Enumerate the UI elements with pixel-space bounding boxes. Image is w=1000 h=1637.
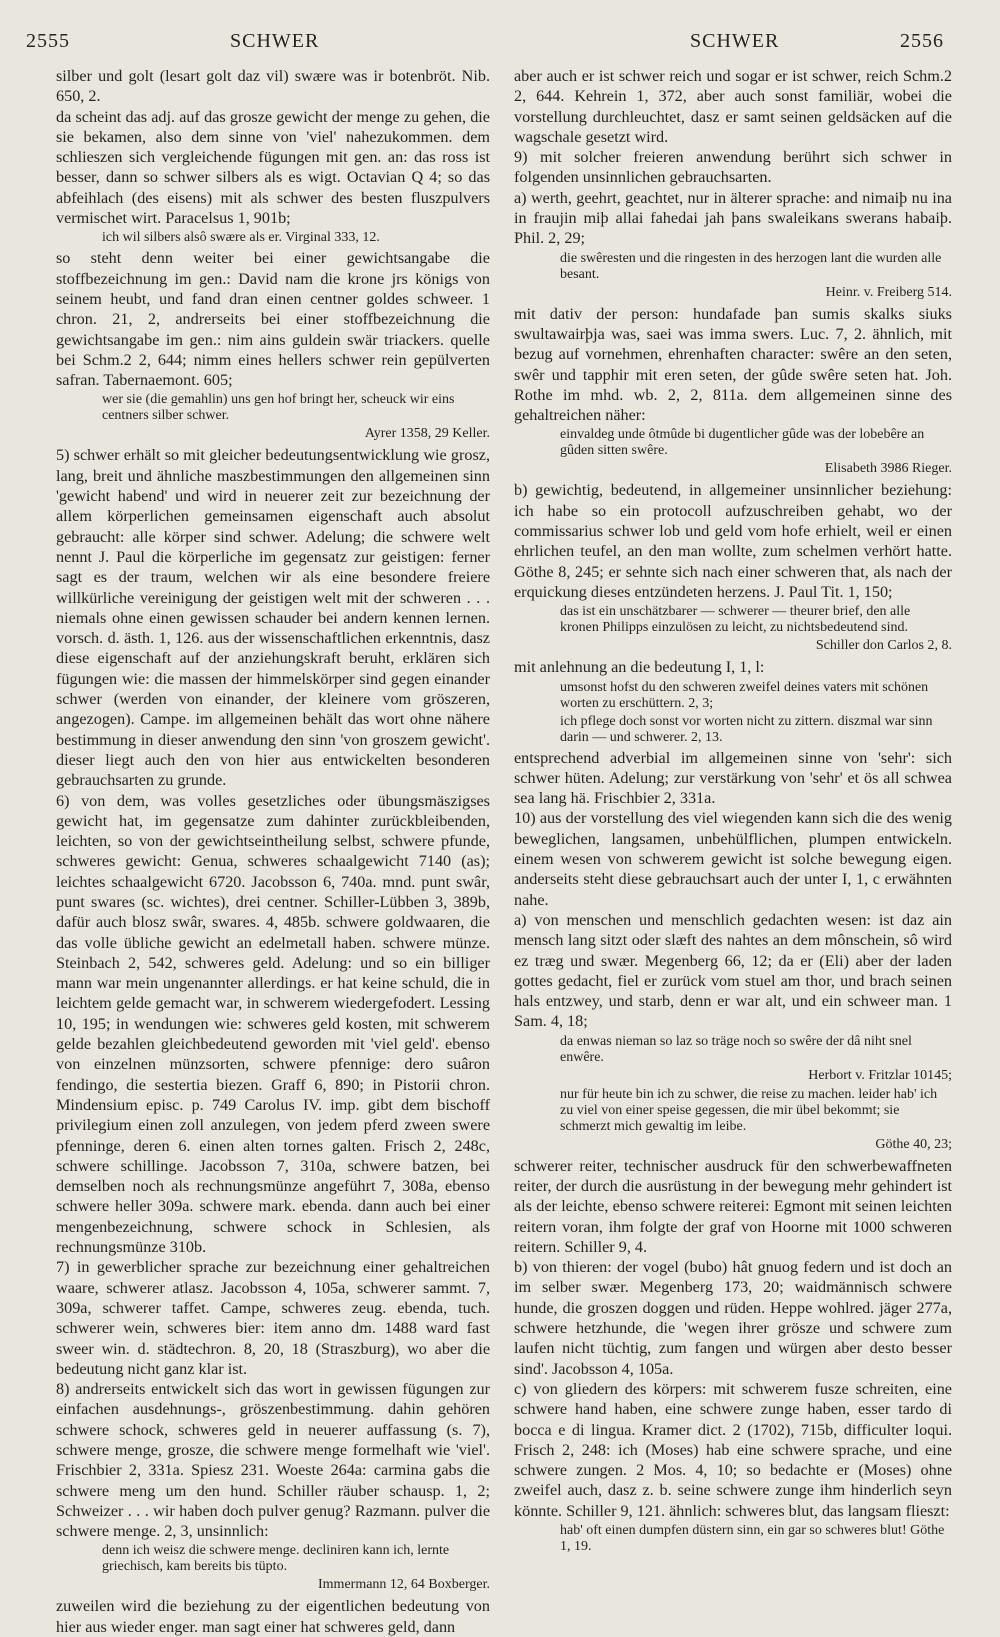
page-number-right: 2556: [900, 30, 944, 52]
running-head-left: SCHWER: [230, 30, 320, 52]
quotation: hab' oft einen dumpfen düstern sinn, ein gar so schweres blut! Göthe 1, 19.: [560, 1523, 945, 1555]
right-column: [514, 66, 952, 1555]
page-number-left: 2555: [26, 30, 70, 52]
paragraph: b) gewichtig, bedeutend, in allgemeiner unsinnlicher beziehung: ich habe so ein protocoll aufzuschreiben gehabt, wo der commissarius schwer lob und geld vom hofe erhielt, weil er einen ehrlichen teufel, an den man wollte, zum schelmen verhört hatte. Göthe 8, 245; er sehnte sich nach einer schweren that, als nach der erquickung dieses entzündeten herzens. J. Paul Tit. 1, 150;: [514, 481, 952, 601]
paragraph: entsprechend adverbial im allgemeinen sinne von 'sehr': sich schwer hüten. Adelung; zur verstärkung von 'sehr' et ös all schwea sea lang hä. Frischbier 2, 331a.: [514, 748, 952, 808]
paragraph: mit dativ der person: hundafade þan sumis skalks siuks swultawairþja was, saei was imma swers. Luc. 7, 2. ähnlich, mit bezug auf vornehmen, ehrenhaften character: swêre an den seten, swêr und tapphir mit eren seten, der gûde swêre seten hat. Joh. Rothe im mhd. wb. 2, 2, 811a. dem allgemeinen sinne des gehaltreichen näher:: [514, 304, 952, 425]
quotation: ich wil silbers alsô swære als er. Virginal 333, 12.: [102, 230, 380, 246]
paragraph: 7) in gewerblicher sprache zur bezeichnung einer gehaltreichen waare, schwerer atlasz. Jacobsson 4, 105a, schwerer sammt. 7, 309a, schwerer taffet. Campe, schweres zeug. ebenda, tuch. schwerer wein, schweres bier: item anno dm. 1488 ward fast sweer win. d. städtechron. 8, 20, 18 (Straszburg), wo aber die bedeutung nicht ganz klar ist.: [56, 1258, 490, 1378]
left-column: [56, 66, 490, 1636]
paragraph: b) von thieren: der vogel (bubo) hât gnuog federn und ist doch an im selber swær. Megenberg 173, 20; waidmännisch schwere hunde, die groszen doggen und rüden. Heppe wohlred. jäger 277a, schwere hetzhunde, die 'wegen ihrer grösze und schwere zum laufen nicht tüchtig, zum fangen und würgen aber desto besser sind'. Jacobsson 4, 105a.: [514, 1258, 952, 1378]
quotation: umsonst hofst du den schweren zweifel deines vaters mit schönen worten zu erschüttern. 2, 3;: [560, 679, 929, 711]
quotation-source: Heinr. v. Freiberg 514.: [825, 284, 952, 300]
quotation: denn ich weisz die schwere menge. decliniren kann ich, lernte griechisch, kam bereits bis tüpto.: [102, 1543, 450, 1575]
paragraph: 9) mit solcher freieren anwendung berührt sich schwer in folgenden unsinnlichen gebrauchsarten.: [514, 148, 952, 187]
quotation: da enwas nieman so laz so träge noch so swêre der dâ niht snel enwêre.: [560, 1033, 912, 1065]
quotation: ich pflege doch sonst vor worten nicht zu zittern. diszmal war sinn darin — und schwerer. 2, 13.: [560, 713, 933, 745]
quotation-source: Ayrer 1358, 29 Keller.: [364, 426, 490, 442]
paragraph: c) von gliedern des körpers: mit schwerem fusze schreiten, eine schwere hand haben, eine schwere zunge haben, esser tardo di bocca e di lingua. Kramer dict. 2 (1702), 715b, difficulter loqui. Frisch 2, 248: ich (Moses) hab eine schwere sprache, und eine schwere zungen. 2 Mos. 4, 10; so bedachte er (Moses) ohne zweifel auch, dasz z. b. seine schwere zunge ihm hinderlich seyn könnte. Schiller 9, 121. ähnlich: schweres blut, das langsam flieszt:: [514, 1379, 952, 1520]
paragraph: so steht denn weiter bei einer gewichtsangabe die stoffbezeichnung im gen.: David nam die krone jrs königs von seinem heubt, und fand dran einen centner goldes schweer. 1 chron. 21, 2, andrerseits bei einer stoffbezeichnung die gewichtsangabe im gen.: nim ains guldein swär triackers. quelle bei Schm.2 2, 644; nimm eines hellers schwer rein gepülverten safran. Tabernaemont. 605;: [56, 249, 490, 390]
quotation-source: Göthe 40, 23;: [875, 1136, 952, 1152]
quotation-source: Immermann 12, 64 Boxberger.: [318, 1577, 490, 1593]
quotation-source: Schiller don Carlos 2, 8.: [815, 638, 952, 654]
quotation: wer sie (die gemahlin) uns gen hof bringt her, scheuck wir eins centners silber schwer.: [102, 392, 455, 424]
paragraph: 8) andrerseits entwickelt sich das wort in gewissen fügungen zur einfachen ausdehnungs-, gröszenbestimmung. dahin gehören schwere schock, schweres geld in neuerer auffassung (s. 7), schwere menge, grosze, die schwere menge formelhaft wie 'viel'. Frischbier 2, 331a. Spiesz 231. Woeste 264a: carmina gabs die schwere meng um den hund. Schiller räuber schausp. 1, 2; Schweizer . . . wir haben doch pulver genug? Razmann. pulver die schwere menge. 2, 3, unsinnlich:: [56, 1380, 490, 1541]
paragraph: 10) aus der vorstellung des viel wiegenden kann sich die des wenig beweglichen, langsamen, unbehülflichen, plumpen entwickeln. einem wesen von schwerem gewicht ist solche bewegung eigen. anderseits steht diese gebrauchsart auch der unter I, 1, c erwähnten nahe.: [514, 809, 952, 909]
quotation: einvaldeg unde ôtmûde bi dugentlicher gûde was der lobebêre an gûden sitten swêre.: [560, 427, 925, 459]
running-head-right: SCHWER: [690, 30, 780, 52]
quotation: das ist ein unschätzbarer — schwerer — theurer brief, den alle kronen Philipps einzulösen zu leicht, zu nichtsbedeutend sind.: [560, 604, 911, 636]
quotation: nur für heute bin ich zu schwer, die reise zu machen. leider hab' ich zu viel von einer speise gegessen, die mir übel bekommt; sie schmerzt mich gewaltig im leibe.: [560, 1086, 938, 1134]
paragraph: a) werth, geehrt, geachtet, nur in älterer sprache: and nimaiþ nu ina in fraujin miþ allai fahedai jah þans swaleikans swerans habaiþ. Phil. 2, 29;: [514, 188, 952, 248]
quotation-source: Elisabeth 3986 Rieger.: [824, 461, 952, 477]
quotation-source: Herbort v. Fritzlar 10145;: [808, 1067, 952, 1083]
paragraph: 6) von dem, was volles gesetzliches oder übungsmäszigses gewicht hat, im gegensatze zum dahinter zurückbleibenden, leichten, so von der gewichtseintheilung selbst, schwere pfunde, schweres gewicht: Genua, schweres schaalgewicht 7140 (as); leichtes schaalgewicht 6720. Jacobsson 6, 740a. mnd. punt swâr, punt swares (sc. wichtes), drei centner. Schiller-Lübben 3, 389b, dafür auch blosz swâr, swares. 4, 485b. schwere goldwaaren, die das volle übliche gewicht an edelmetall haben. schwere münze. Steinbach 2, 542, schweres geld. Adelung: und so ein billiger mann war mein ungenannter allerdings. er hat keine schuld, die in leichtem gelde gemacht war, in schwerem wiedergefodert. Lessing 10, 195; in wendungen wie: schweres geld kosten, mit schwerem gelde bezahlen gleichbedeutend geworden mit 'viel geld'. ebenso von einzelnen münzsorten, schwere pfennige: dero suâron fendingo, die sestertia biezen. Graff 6, 890; in Pistorii chron. Mindensium episc. p. 749 Carolus IV. imp. gibt dem bischoff privilegium einen zoll anzulegen, von jedem pferd zween swere pfenninge, deren 6. einen alten tornes galten. Frisch 2, 248c, schwere schillinge. Jacobsson 7, 310a, schwere batzen, bei demselben noch als rechnungsmünze angeführt 7, 308a, ebenso schwere heller 309a. schwere mark. ebenda. dann auch bei einer mengenbezeichnung, schwere schock in Schlesien, als rechnungsmünze 310b.: [56, 791, 490, 1257]
paragraph: zuweilen wird die beziehung zu der eigentlichen bedeutung von hier aus wieder enger. man sagt einer hat schweres geld, dann: [56, 1597, 490, 1636]
paragraph: a) von menschen und menschlich gedachten wesen: ist daz ain mensch lang sitzt oder slæft des nahtes an dem mônschein, sô wird ez træg und swær. Megenberg 66, 12; da er (Eli) aber der laden gottes gedacht, fiel er zurück vom stuel am thor, und brach seinen hals entzwey, und starb, denn er war alt, und ein schweer man. 1 Sam. 4, 18;: [514, 910, 952, 1031]
paragraph: da scheint das adj. auf das grosze gewicht der menge zu gehen, die sie bekamen, also dem sinne von 'viel' nahezukommen. dem schlieszen sich vergleichende fügungen mit gen. an: das ross ist besser, dann so schwer silbers als es wigt. Octavian Q 4; so das abfeihlach (des eisens) mit als schwer des besten fluszpulvers vermischet wirt. Paracelsus 1, 901b;: [56, 107, 490, 228]
paragraph: schwerer reiter, technischer ausdruck für den schwerbewaffneten reiter, der durch die ausrüstung in der bewegung mehr gehindert ist als der leichte, ebenso schwere reiterei: Egmont mit seinen leichten reitern voran, ihm folgte der graf von Hoorne mit 1000 schweren reitern. Schiller 9, 4.: [514, 1156, 952, 1256]
paragraph: aber auch er ist schwer reich und sogar er ist schwer, reich Schm.2 2, 644. Kehrein 1, 372, aber auch sonst familiär, wobei die vorstellung durchleuchtet, dasz er samt seinen geldsäcken auf die wagschale gesetzt wird.: [514, 67, 952, 146]
paragraph: silber und golt (lesart golt daz vil) swære was ir botenbröt. Nib. 650, 2.: [56, 67, 490, 106]
quotation: die swêresten und die ringesten in des herzogen lant die wurden alle besant.: [560, 250, 942, 282]
paragraph: mit anlehnung an die bedeutung I, 1, l:: [514, 658, 765, 677]
paragraph: 5) schwer erhält so mit gleicher bedeutungsentwicklung wie grosz, lang, breit und ähnliche maszbestimmungen den allgemeinen sinn 'gewicht habend' und wird in neuerer zeit zur bezeichnung der allem körperlichen gemeinsamen eigenschaft auch absolut gebraucht: alle körper sind schwer. Adelung; die schwere welt nennt J. Paul die körperliche im gegensatz zur geistigen: ferner sagt es der traum, welchen wir als eine besondere freiere willkürliche vereinigung der geistigen welt mit der schweren . . . niemals ohne einen gewissen schauder bei andern kennen lernen. vorsch. d. ästh. 1, 126. aus der wissenschaftlichen erkenntnis, dasz diese eigenschaft auf der anziehungskraft beruht, erklären sich fügungen wie: die massen der himmelskörper sind gegen einander schwer (werden von einander, der kleinere vom gröszeren, angezogen). Campe. im allgemeinen behält das wort ohne nähere bestimmung in dieser anwendung den sinn 'von groszem gewicht'. dieser liegt auch den von hier aus entwickelten besonderen gebrauchsarten zu grunde.: [56, 446, 490, 790]
